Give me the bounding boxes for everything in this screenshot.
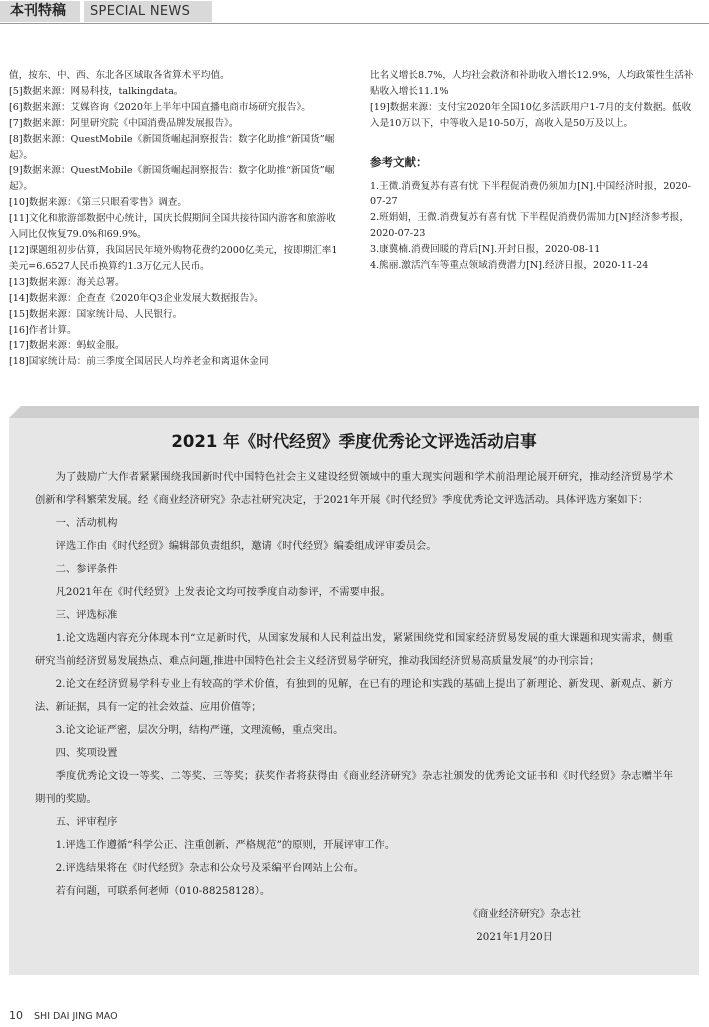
note-item: [9]数据来源：QuestMobile《新国货崛起洞察报告：数字化助推“新国货”崛起》。 — [9, 165, 335, 193]
page-footer — [9, 1009, 118, 1022]
contact-line: 若有问题，可联系何老师（010-88258128）。 — [55, 885, 271, 897]
note-item: 比名义增长8.7%，人均社会救济和补助收入增长12.9%，人均政策性生活补贴收入增长11.1% — [370, 70, 694, 97]
section-heading: 一、活动机构 — [55, 517, 118, 529]
reference-item: 2.班娟娟，王微.消费复苏有喜有忧 下半程促消费仍需加力[N]经济参考报，2020-07-23 — [370, 212, 689, 240]
note-item: [13]数据来源：海关总署。 — [9, 276, 125, 288]
reference-item: 4.熊丽.激活汽车等重点领域消费潜力[N].经济日报，2020-11-24 — [370, 260, 649, 272]
notes-right-column — [370, 68, 700, 274]
criteria-item: 3.论文论证严密，层次分明，结构严谨，文理流畅，重点突出。 — [55, 724, 344, 736]
note-item: 值，按东、中、西、东北各区域取各省算术平均值。 — [9, 70, 230, 81]
section-tag-cn: 本刊特稿 — [0, 1, 80, 22]
section-heading: 五、评审程序 — [55, 816, 118, 828]
criteria-item: 1.论文选题内容充分体现本刊“立足新时代，从国家发展和人民利益出发，紧紧围绕党和国家经济贸易发展的重大课题和现实需求，侧重研究当前经济贸易发展热点、难点问题,推进中国特色社会主义经济贸易学研究，推动我国经济贸易高质量发展”的办刊宗旨； — [35, 632, 673, 667]
announcement-date: 2021年1月20日 — [476, 931, 553, 943]
section-tag-en: SPECIAL NEWS — [84, 1, 212, 22]
note-item: [17]数据来源：蚂蚁金服。 — [9, 340, 125, 352]
note-item: [15]数据来源：国家统计局、人民银行。 — [9, 308, 183, 320]
references-title: 参考文献： — [370, 154, 428, 169]
notes-left-column — [9, 68, 344, 370]
section-heading: 三、评选标准 — [55, 609, 118, 621]
announcement-title: 2021 年《时代经贸》季度优秀论文评选活动启事 — [171, 432, 537, 451]
note-item: [7]数据来源：阿里研究院《中国消费品牌发展报告》。 — [9, 117, 239, 129]
criteria-item: 2.论文在经济贸易学科专业上有较高的学术价值，有独到的见解，在已有的理论和实践的基础上提出了新理论、新发现、新观点、新方法、新证据，具有一定的社会效益、应用价值等； — [35, 678, 673, 713]
note-item: [12]课题组初步估算，我国居民年境外购物花费约2000亿美元，按即期汇率1美元=6.6527人民币换算约1.3万亿元人民币。 — [9, 244, 338, 272]
note-item: [16]作者计算。 — [9, 324, 77, 336]
reference-item: 1.王微.消费复苏有喜有忧 下半程促消费仍须加力[N].中国经济时报，2020-07-27 — [370, 180, 691, 208]
reference-item: 3.康冀楠.消费回暖的背后[N].开封日报，2020-08-11 — [370, 244, 601, 256]
note-item: [5]数据来源：网易科技，talkingdata。 — [9, 85, 184, 97]
announcement-intro: 为了鼓励广大作者紧紧围绕我国新时代中国特色社会主义建设经贸领域中的重大现实问题和学术前沿理论展开研究，推动经济贸易学术创新和学科繁荣发展。经《商业经济研究》杂志社研究决定，于2021年开展《时代经贸》季度优秀论文评选活动。具体评选方案如下： — [35, 471, 673, 506]
signature: 《商业经济研究》杂志社 — [467, 908, 581, 920]
announcement-box — [9, 418, 699, 975]
note-item: [14]数据来源：企查查《2020年Q3企业发展大数据报告》。 — [9, 292, 264, 304]
note-item: [10]数据来源：《第三只眼看零售》调查。 — [9, 197, 187, 209]
section-heading: 四、奖项设置 — [55, 747, 118, 759]
section-text: 季度优秀论文设一等奖、二等奖、三等奖；获奖作者将获得由《商业经济研究》杂志社颁发的优秀论文证书和《时代经贸》杂志赠半年期刊的奖励。 — [35, 770, 673, 805]
section-heading: 二、参评条件 — [55, 563, 118, 575]
page-number: 10 — [9, 1009, 23, 1022]
header-rule — [0, 23, 709, 24]
section-text: 凡2021年在《时代经贸》上发表论文均可按季度自动参评，不需要申报。 — [55, 586, 391, 598]
corner-wedge — [9, 406, 21, 418]
procedure-item: 1.评选工作遵循“科学公正、注重创新、严格规范”的原则，开展评审工作。 — [55, 839, 396, 851]
note-item: [8]数据来源：QuestMobile《新国货崛起洞察报告：数字化助推“新国货”崛起》。 — [9, 133, 335, 161]
note-item: [19]数据来源：支付宝2020年全国10亿多活跃用户1-7月的支付数据。低收入是10万以下，中等收入是10-50万，高收入是50万及以上。 — [370, 101, 692, 129]
procedure-item: 2.评选结果将在《时代经贸》杂志和公众号及采编平台网站上公布。 — [55, 862, 365, 874]
announcement-top-bar — [9, 406, 699, 418]
note-item: [11]文化和旅游部数据中心统计，国庆长假期间全国共接待国内游客和旅游收入同比仅恢复79.0%和69.9%。 — [9, 213, 336, 241]
note-item: [6]数据来源：艾媒咨询《2020年上半年中国直播电商市场研究报告》。 — [9, 101, 311, 113]
journal-name: SHI DAI JING MAO — [34, 1011, 118, 1022]
page-header — [0, 0, 709, 24]
note-item: [18]国家统计局：前三季度全国居民人均养老金和离退休金同 — [9, 356, 269, 368]
section-text: 评选工作由《时代经贸》编辑部负责组织，邀请《时代经贸》编委组成评审委员会。 — [55, 540, 437, 552]
